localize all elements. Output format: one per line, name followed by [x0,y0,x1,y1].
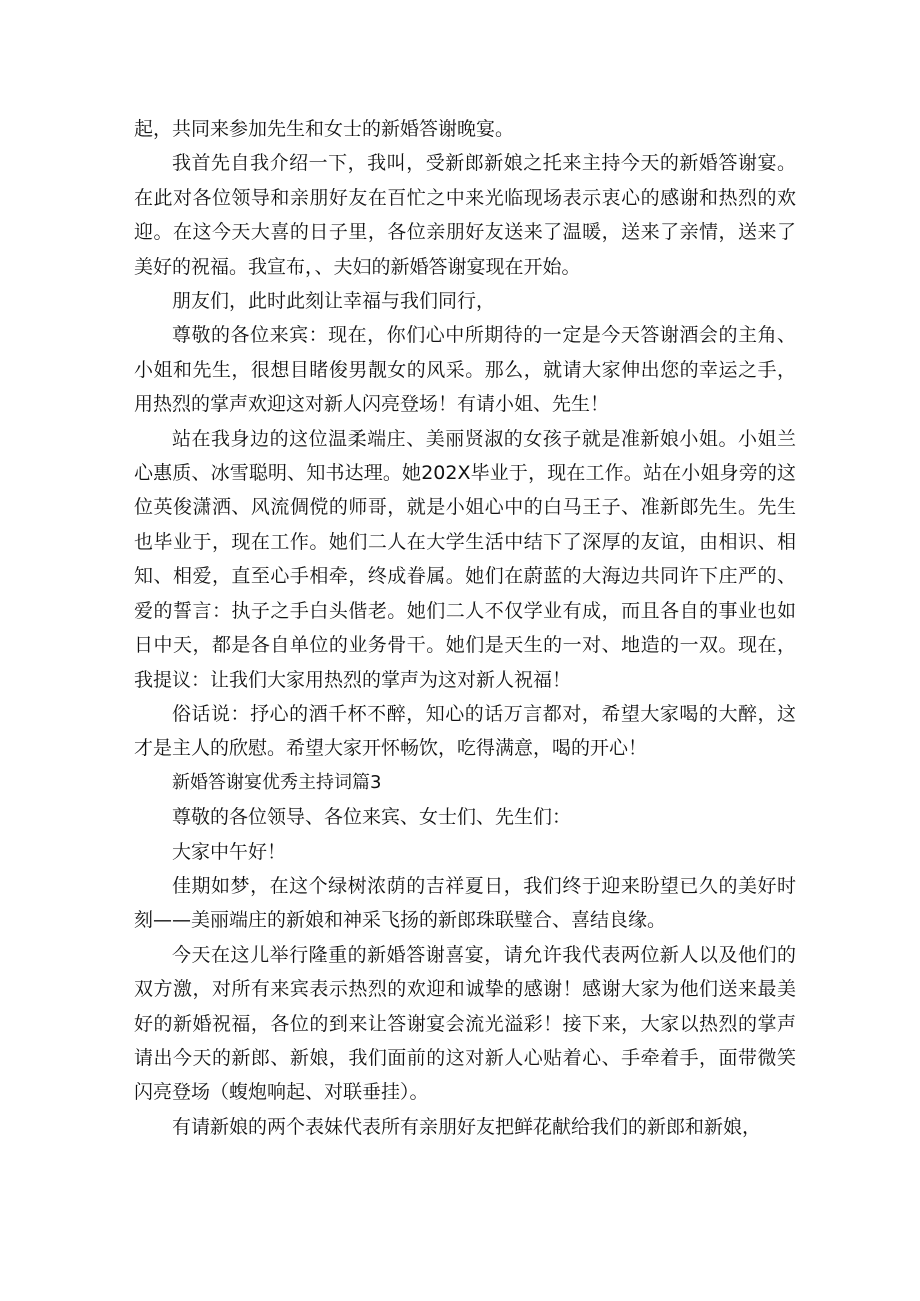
paragraph-guests-welcome: 尊敬的各位来宾：现在，你们心中所期待的一定是今天答谢酒会的主角、小姐和先生，很想目睹俊男靓女的风采。那么，就请大家伸出您的幸运之手，用热烈的掌声欢迎这对新人闪亮登场！有请小姐、先生！ [134,324,796,416]
paragraph-continuation: 起，共同来参加先生和女士的新婚答谢晚宴。 [134,118,515,140]
paragraph-self-introduction: 我首先自我介绍一下，我叫，受新郎新娘之托来主持今天的新婚答谢宴。在此对各位领导和亲朋好友在百忙之中来光临现场表示衷心的感谢和热烈的欢迎。在这今天大喜的日子里，各位亲朋好友送来了温暖，送来了亲情，送来了美好的祝福。我宣布，、夫妇的新婚答谢宴现在开始。 [134,152,796,278]
paragraph-toast: 俗话说：抒心的酒千杯不醉，知心的话万言都对，希望大家喝的大醉，这才是主人的欣慰。希望大家开怀畅饮，吃得满意，喝的开心！ [134,702,796,760]
paragraph-greeting: 大家中午好！ [172,840,287,863]
paragraph-couple-introduction: 站在我身边的这位温柔端庄、美丽贤淑的女孩子就是准新娘小姐。小姐兰心惠质、冰雪聪明、知书达理。她202X毕业于，现在工作。站在小姐身旁的这位英俊潇洒、风流倜傥的师哥，就是小姐心中的白马王子、准新郎先生。先生也毕业于，现在工作。她们二人在大学生活中结下了深厚的友谊，由相识、相知、相爱，直至心手相牵，终成眷属。她们在蔚蓝的大海边共同许下庄严的、爱的誓言：执子之手白头偕老。她们二人不仅学业有成，而且各自的事业也如日中天，都是各自单位的业务骨干。她们是天生的一对、地造的一双。现在，我提议：让我们大家用热烈的掌声为这对新人祝福！ [134,427,796,691]
paragraph-banquet-thanks: 今天在这儿举行隆重的新婚答谢喜宴，请允许我代表两位新人以及他们的双方激，对所有来宾表示热烈的欢迎和诚挚的感谢！感谢大家为他们送来最美好的新婚祝福，各位的到来让答谢宴会流光溢彩！接下来，大家以热烈的掌声请出今天的新郎、新娘，我们面前的这对新人心贴着心、手牵着手，面带微笑闪亮登场（蝮炮响起、对联垂挂）。 [134,943,796,1104]
section-heading: 新婚答谢宴优秀主持词篇3 [172,771,382,793]
paragraph-salutation: 尊敬的各位领导、各位来宾、女士们、先生们： [172,806,572,829]
document-page [134,112,796,1144]
paragraph-flowers: 有请新娘的两个表妹代表所有亲朋好友把鲜花献给我们的新郎和新娘， [172,1115,762,1138]
paragraph-friends: 朋友们，此时此刻让幸福与我们同行， [172,290,496,313]
paragraph-auspicious-day: 佳期如梦，在这个绿树浓荫的吉祥夏日，我们终于迎来盼望已久的美好时刻——美丽端庄的新娘和神采飞扬的新郎珠联璧合、喜结良缘。 [134,874,796,932]
